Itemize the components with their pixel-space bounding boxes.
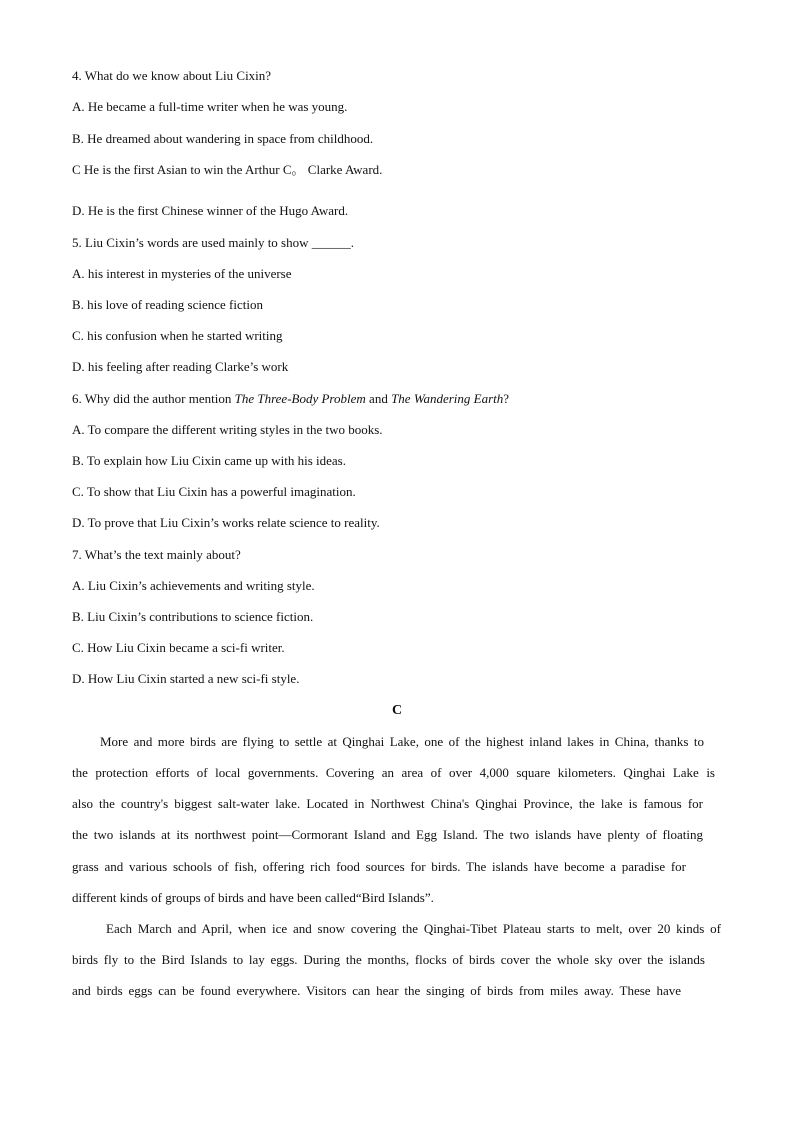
paragraph-1-line-3: also the country's biggest salt-water lake. Located in Northwest China's Qinghai Province, the lake is famous for (72, 796, 703, 811)
question-4-option-c: C He is the first Asian to win the Arthur C。 Clarke Award. (72, 162, 383, 177)
question-4-option-a: A. He became a full-time writer when he was young. (72, 99, 348, 114)
question-6-option-c: C. To show that Liu Cixin has a powerful imagination. (72, 484, 356, 499)
question-7-option-a: A. Liu Cixin’s achievements and writing style. (72, 578, 315, 593)
question-6-option-d: D. To prove that Liu Cixin’s works relate science to reality. (72, 515, 380, 530)
question-6-stem (72, 391, 509, 407)
question-6-stem-and: and (365, 391, 392, 406)
question-6-option-a: A. To compare the different writing styles in the two books. (72, 422, 383, 437)
question-7-option-c: C. How Liu Cixin became a sci-fi writer. (72, 640, 285, 655)
paragraph-1-line-2: the protection efforts of local governments. Covering an area of over 4,000 square kilometers. Qinghai Lake is (72, 765, 715, 780)
paragraph-1-line-6: different kinds of groups of birds and have been called“Bird Islands”. (72, 890, 434, 905)
question-6-option-b: B. To explain how Liu Cixin came up with his ideas. (72, 453, 346, 468)
question-5-stem: 5. Liu Cixin’s words are used mainly to show ______. (72, 235, 355, 250)
paragraph-1-line-5: grass and various schools of fish, offering rich food sources for birds. The islands have become a paradise for (72, 859, 686, 874)
question-7-option-d: D. How Liu Cixin started a new sci-fi style. (72, 671, 300, 686)
paragraph-1-line-4: the two islands at its northwest point—Cormorant Island and Egg Island. The two islands have plenty of floating (72, 827, 703, 842)
paragraph-2-line-2: birds fly to the Bird Islands to lay eggs. During the months, flocks of birds cover the whole sky over the islands (72, 952, 705, 967)
book-title-wandering-earth: The Wandering Earth (391, 391, 504, 406)
section-title: C (391, 703, 403, 718)
paragraph-2-line-1: Each March and April, when ice and snow covering the Qinghai-Tibet Plateau starts to melt, over 20 kinds of (106, 921, 721, 936)
paragraph-2-line-3: and birds eggs can be found everywhere. Visitors can hear the singing of birds from miles away. These have (72, 983, 681, 998)
question-6-stem-end: ? (503, 391, 510, 406)
book-title-three-body: The Three-Body Problem (234, 391, 366, 406)
question-5-option-d: D. his feeling after reading Clarke’s work (72, 359, 289, 374)
question-5-option-b: B. his love of reading science fiction (72, 297, 263, 312)
question-6-stem-text: 6. Why did the author mention (72, 391, 235, 406)
question-4-option-d: D. He is the first Chinese winner of the Hugo Award. (72, 203, 349, 218)
question-7-stem: 7. What’s the text mainly about? (72, 547, 241, 562)
question-5-option-a: A. his interest in mysteries of the universe (72, 266, 292, 281)
question-4-stem: 4. What do we know about Liu Cixin? (72, 68, 272, 83)
paragraph-1-line-1: More and more birds are flying to settle at Qinghai Lake, one of the highest inland lakes in China, thanks to (100, 734, 704, 749)
question-7-option-b: B. Liu Cixin’s contributions to science fiction. (72, 609, 314, 624)
question-4-option-b: B. He dreamed about wandering in space from childhood. (72, 131, 374, 146)
question-5-option-c: C. his confusion when he started writing (72, 328, 283, 343)
